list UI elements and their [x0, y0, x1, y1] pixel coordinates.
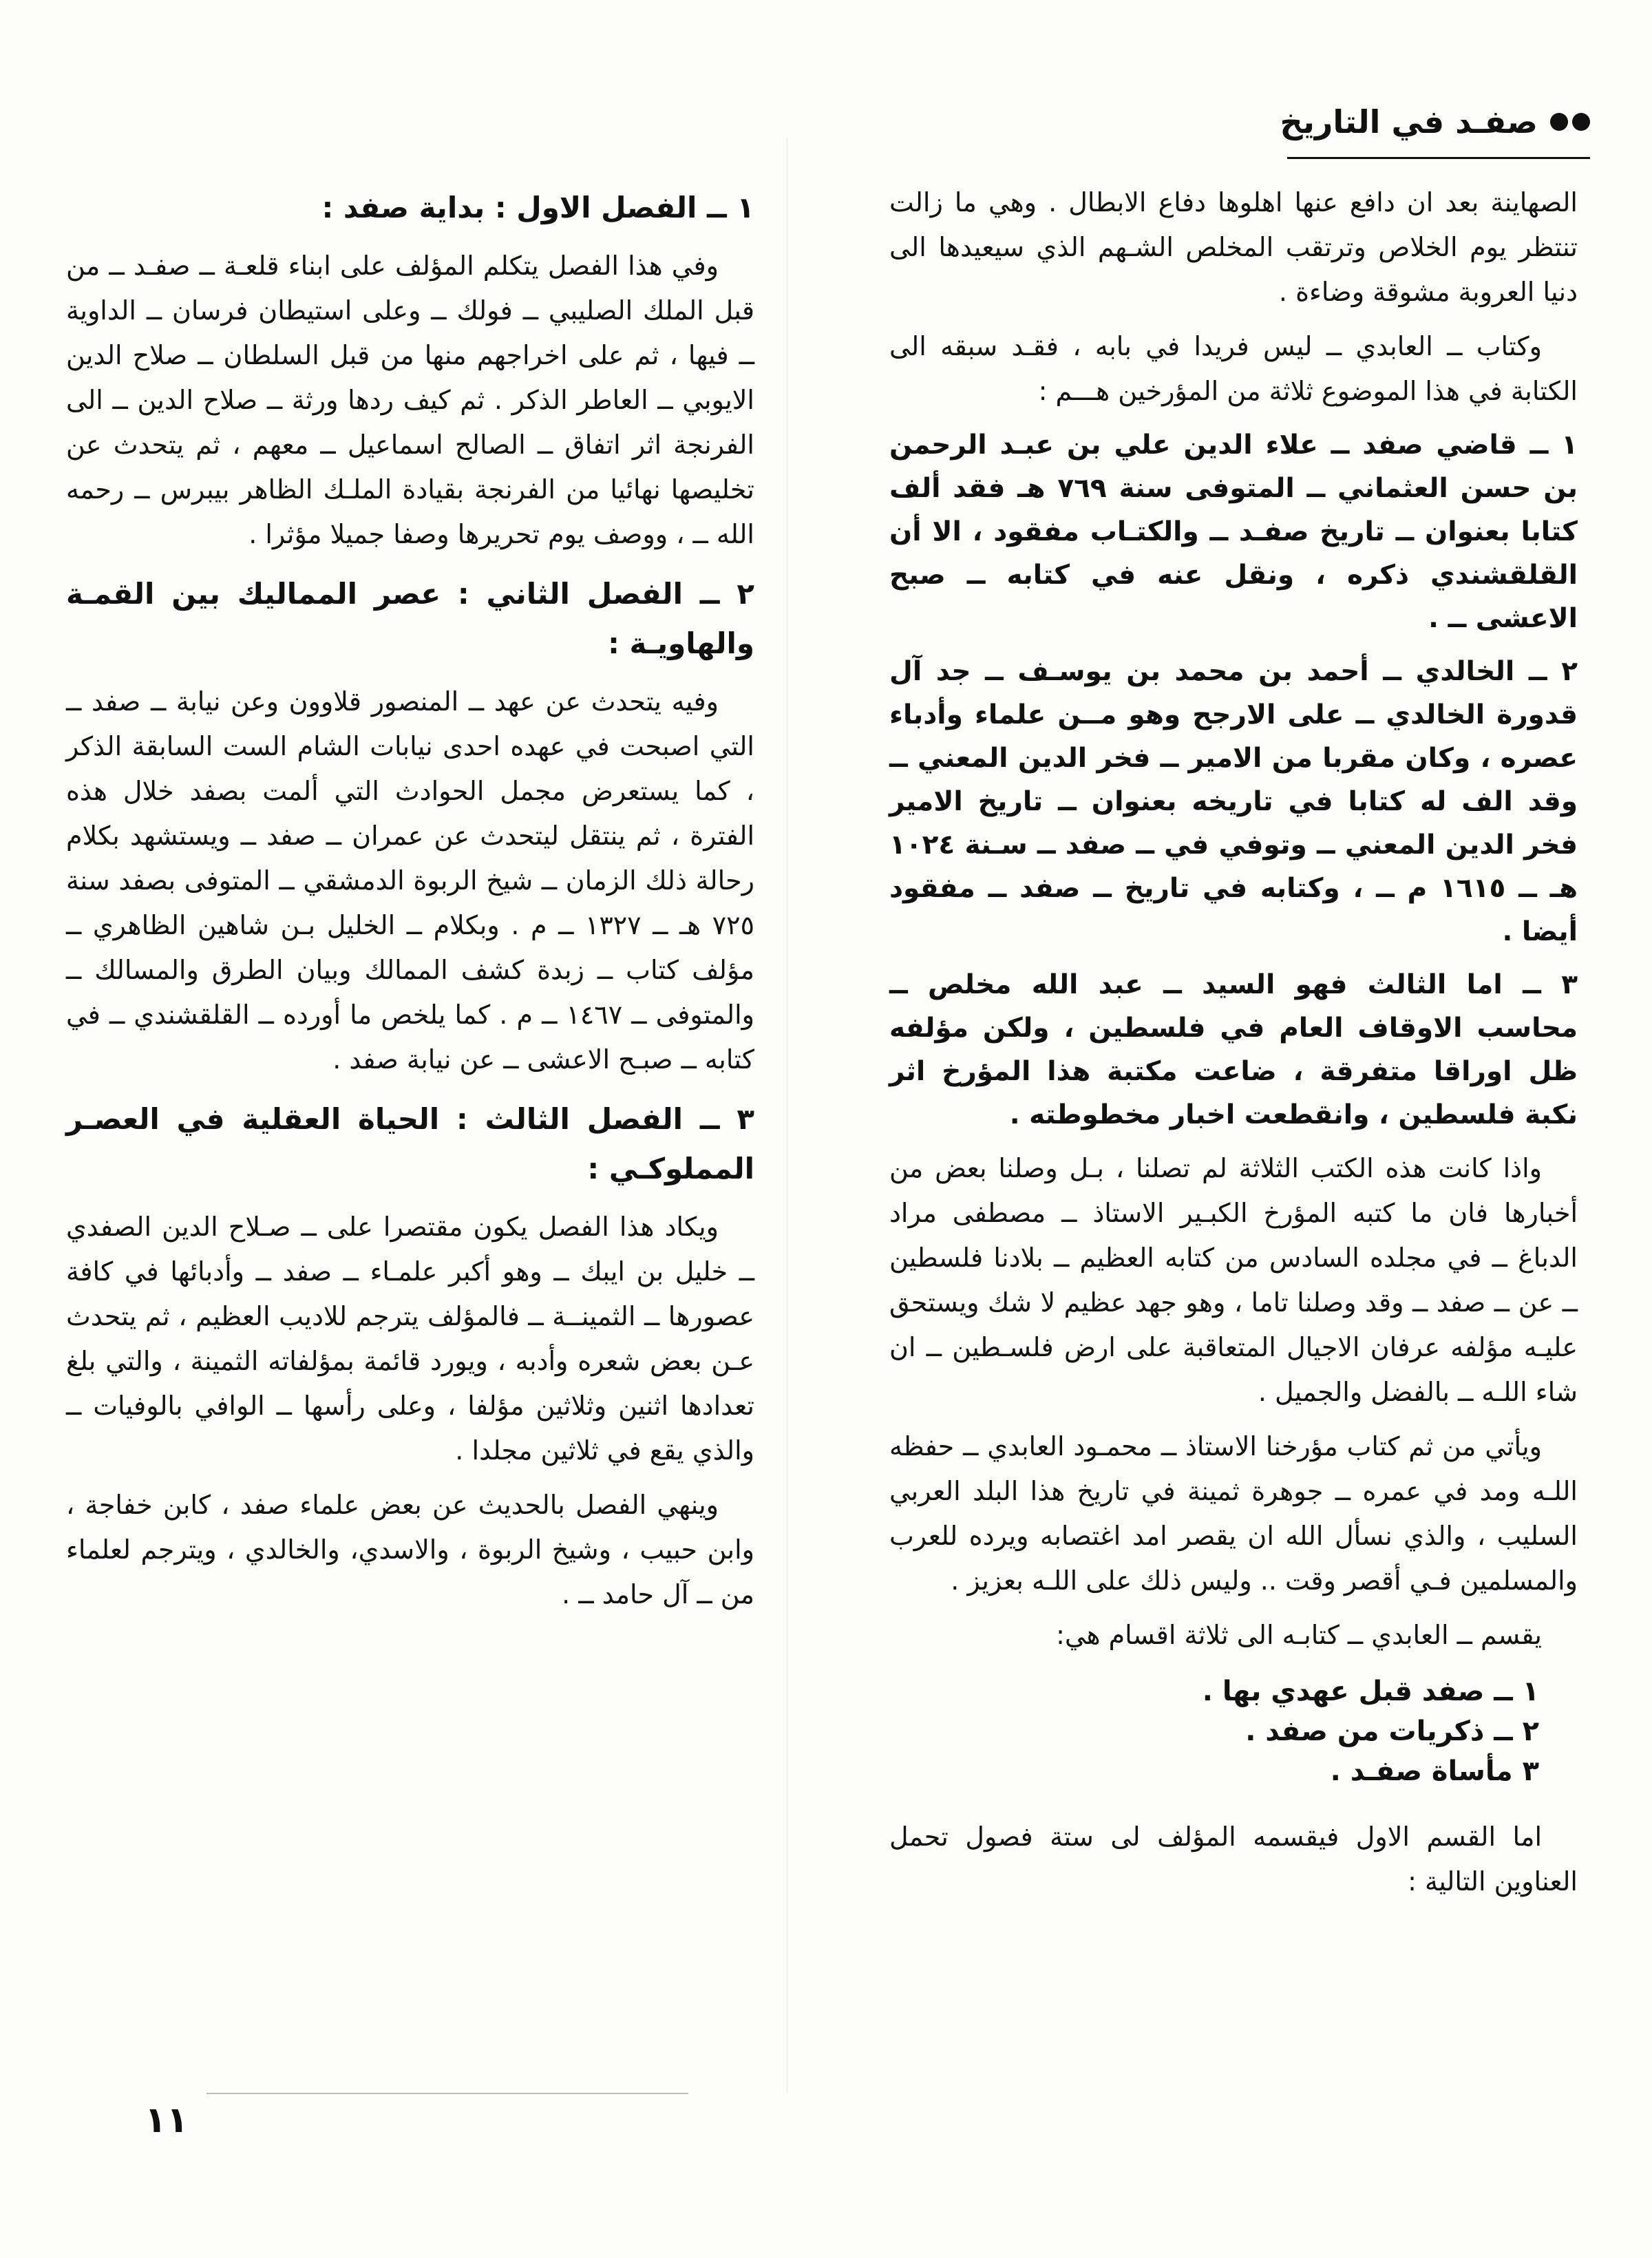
footer-rule: [206, 2093, 688, 2094]
left-column: [66, 171, 754, 1627]
page-number: ١١: [145, 2100, 189, 2141]
bullet-dots-icon: [1550, 113, 1590, 131]
paragraph: وكتاب ــ العابدي ــ ليس فريدا في بابه ، فقـد سبقه الى الكتابة في هذا الموضوع ثلاثة من المؤرخين هـــم :: [889, 331, 1578, 406]
list-item: ٣ مأساة صفـد .: [1330, 1755, 1539, 1787]
historian-entry: ٢ ــ الخالدي ــ أحمد بن محمد بن يوسـف ــ جد آل قدورة الخالدي ــ على الارجح وهو مــن علماء وأدباء عصره ، وكان مقربا من الامير ــ فخر الدين المعني ــ وقد الف له كتابا في تاريخه بعنوان ــ تاريخ الامير فخر الدين المعني ــ وتوفي في ــ صفد ــ سـنة ١٠٢٤ هـ ــ ١٦١٥ م ــ ، وكتابه في تاريخ ــ صفد ــ مفقود أيضا .: [889, 656, 1578, 947]
historian-entry: ٣ ــ اما الثالث فهو السيد ــ عبد الله مخلص ــ محاسب الاوقاف العام في فلسطين ، ولكن مؤلفه ظل اوراقا متفرقة ، ضاعت مكتبة هذا المؤرخ اثر نكبة فلسطين ، وانقطعت اخبار مخطوطته .: [889, 969, 1578, 1130]
paragraph: اما القسم الاول فيقسمه المؤلف لى ستة فصول تحمل العناوين التالية :: [889, 1822, 1578, 1897]
right-column: [889, 180, 1578, 1914]
list-item: ٢ ــ ذكريات من صفد .: [1245, 1716, 1539, 1747]
paragraph: الصهاينة بعد ان دافع عنها اهلوها دفاع الابطال . وهي ما زالت تنتظر يوم الخلاص وترتقب المخلص الشـهم الذي سيعيدها الى دنيا العروبة مشوقة وضاءة .: [889, 187, 1578, 307]
chapter-heading: ٢ ــ الفصل الثاني : عصر المماليك بين القمـة والهاويـة :: [66, 577, 754, 660]
running-title: صفـد في التاريخ: [1280, 103, 1538, 140]
list-item: ١ ــ صفد قبل عهدي بها .: [1202, 1676, 1539, 1707]
paragraph: وفي هذا الفصل يتكلم المؤلف على ابناء قلعـة ــ صفـد ــ من قبل الملك الصليبي ــ فولك ــ وعلى استيطان فرسان ــ الداوية ــ فيها ، ثم على اخراجهم منها من قبل السلطان ــ صلاح الدين الايوبي ــ العاطر الذكر . ثم كيف ردها ورثة ــ صلاح الدين ــ الى الفرنجة اثر اتفاق ــ الصالح اسماعيل ــ معهم ، ثم يتحدث عن تخليصها نهائيا من الفرنجة بقيادة الملـك الظاهر بيبرس ــ رحمه الله ــ ، ووصف يوم تحريرها وصفا جميلا مؤثرا .: [66, 251, 754, 549]
paragraph: وينهي الفصل بالحديث عن بعض علماء صفد ، كابن خفاجة ، وابن حبيب ، وشيخ الربوة ، والاسدي، والخالدي ، ويترجم لعلماء من ــ آل حامد ــ .: [66, 1490, 754, 1610]
historian-entry: ١ ــ قاضي صفد ــ علاء الدين علي بن عبـد الرحمن بن حسن العثماني ــ المتوفى سنة ٧٦٩ هـ فقد ألف كتابا بعنوان ــ تاريخ صفـد ــ والكتـاب مفقود ، الا أن القلقشندي ذكره ، ونقل عنه في كتابه ــ صبح الاعشى ــ .: [889, 430, 1578, 634]
paragraph: وفيه يتحدث عن عهد ــ المنصور قلاوون وعن نيابة ــ صفد ــ التي اصبحت في عهده احدى نيابات الشام الست السابقة الذكر ، كما يستعرض مجمل الحوادث التي ألمت بصفد خلال هذه الفترة ، ثم ينتقل ليتحدث عن عمران ــ صفد ــ ويستشهد بكلام رحالة ذلك الزمان ــ شيخ الربوة الدمشقي ــ المتوفى بصفد سنة ٧٢٥ هـ ــ ١٣٢٧ ــ م . وبكلام ــ الخليل بـن شاهين الظاهري ــ مؤلف كتاب ــ زبدة كشف الممالك وبيان الطرق والمسالك ــ والمتوفى ــ ١٤٦٧ ــ م . كما يلخص ما أورده ــ القلقشندي ــ في كتابه ــ صبـح الاعشى ــ عن نيابة صفد .: [66, 686, 754, 1075]
running-head: [1280, 103, 1590, 140]
paragraph: ويكاد هذا الفصل يكون مقتصرا على ــ صـلاح الدين الصفدي ــ خليل بن ايبك ــ وهو أكبر علمـاء ــ صفد ــ وأدبائها في كافة عصورها ــ الثمينــة ــ فالمؤلف يترجم للاديب العظيم ، ثم يتحدث عـن بعض شعره وأدبه ، ويورد قائمة بمؤلفاته الثمينة ، والتي بلغ تعدادها اثنين وثلاثين مؤلفا ، وعلى رأسها ــ الوافي بالوفيات ــ والذي يقع في ثلاثين مجلدا .: [66, 1212, 754, 1466]
chapter-heading: ٣ ــ الفصل الثالث : الحياة العقلية في العصـر المملوكـي :: [66, 1102, 754, 1185]
book-divisions-list: [889, 1671, 1578, 1791]
header-rule: [1287, 157, 1590, 159]
paragraph: واذا كانت هذه الكتب الثلاثة لم تصلنا ، بـل وصلنا بعض من أخبارها فان ما كتبه المؤرخ الكبـير الاستاذ ــ مصطفى مراد الدباغ ــ في مجلده السادس من كتابه العظيم ــ بلادنا فلسطين ــ عن ــ صفد ــ وقد وصلنا تاما ، وهو جهد عظيم لا شك ويستحق عليـه مؤلفه عرفان الاجيال المتعاقبة على ارض فلسـطين ــ ان شاء اللـه ــ بالفضل والجميل .: [889, 1153, 1578, 1407]
paragraph: يقسم ــ العابدي ــ كتابـه الى ثلاثة اقسام هي:: [1056, 1620, 1542, 1650]
paragraph: ويأتي من ثم كتاب مؤرخنا الاستاذ ــ محمـود العابدي ــ حفظه اللـه ومد في عمره ــ جوهرة ثمينة في تاريخ هذا البلد العربي السليب ، والذي نسأل الله ان يقصر امد اغتصابه ويرده للعرب والمسلمين فـي أقصر وقت .. وليس ذلك على اللـه بعزيز .: [889, 1431, 1578, 1596]
chapter-heading: ١ ــ الفصل الاول : بداية صفد :: [321, 191, 754, 224]
